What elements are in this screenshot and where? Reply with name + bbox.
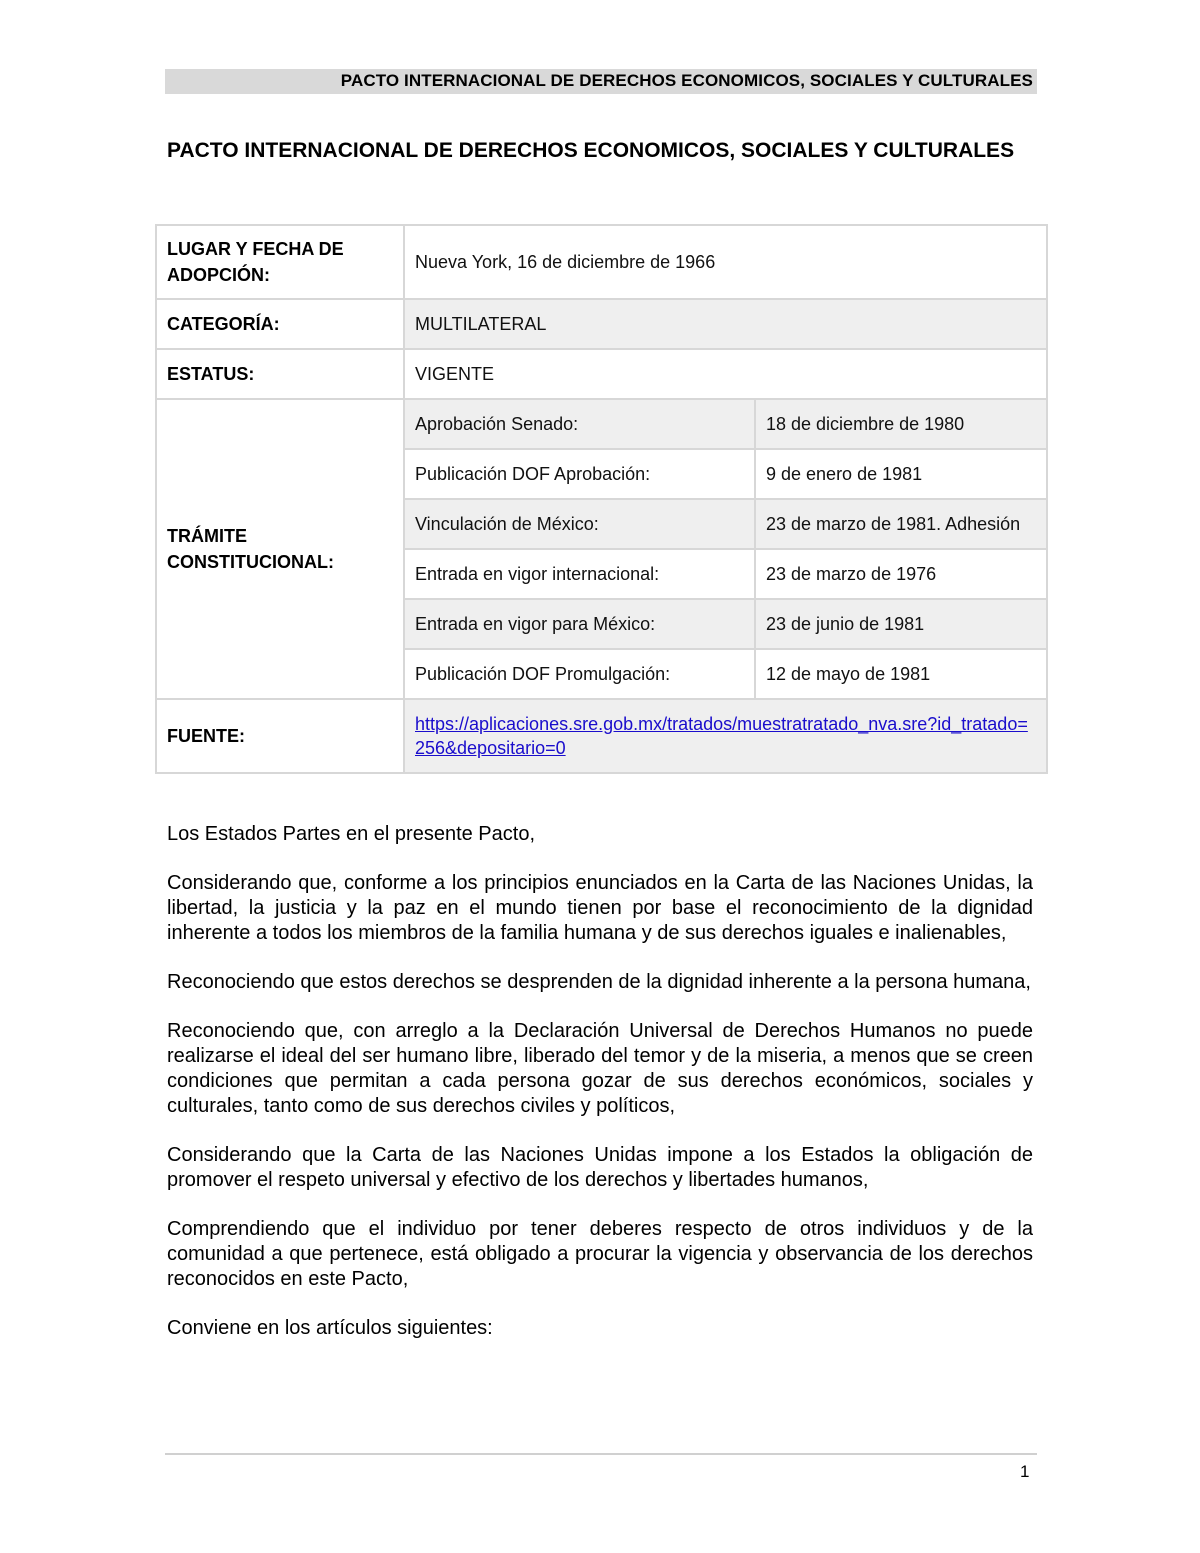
categoria-value: MULTILATERAL xyxy=(404,299,1047,349)
row-categoria xyxy=(156,299,1047,349)
document-title: PACTO INTERNACIONAL DE DERECHOS ECONOMICOS, SOCIALES Y CULTURALES xyxy=(167,139,1015,162)
tramite-row-value: 9 de enero de 1981 xyxy=(755,449,1047,499)
row-estatus xyxy=(156,349,1047,399)
tramite-row-label: Vinculación de México: xyxy=(404,499,755,549)
fuente-link[interactable]: https://aplicaciones.sre.gob.mx/tratados/muestratratado_nva.sre?id_tratado=256&depositario=0 xyxy=(415,714,1028,758)
estatus-value: VIGENTE xyxy=(404,349,1047,399)
tramite-label: TRÁMITE CONSTITUCIONAL: xyxy=(156,399,404,699)
tramite-row-value: 18 de diciembre de 1980 xyxy=(755,399,1047,449)
lugar-value: Nueva York, 16 de diciembre de 1966 xyxy=(404,225,1047,299)
tramite-row-value: 12 de mayo de 1981 xyxy=(755,649,1047,699)
running-header xyxy=(165,69,1037,94)
tramite-row xyxy=(156,399,1047,449)
paragraph: Los Estados Partes en el presente Pacto, xyxy=(167,823,535,845)
tramite-row-label: Aprobación Senado: xyxy=(404,399,755,449)
lugar-label: LUGAR Y FECHA DE ADOPCIÓN: xyxy=(156,225,404,299)
paragraph: Reconociendo que estos derechos se desprenden de la dignidad inherente a la persona humana, xyxy=(167,971,1031,993)
tramite-row-label: Publicación DOF Promulgación: xyxy=(404,649,755,699)
tramite-row-label: Entrada en vigor internacional: xyxy=(404,549,755,599)
paragraph: Reconociendo que, con arreglo a la Declaración Universal de Derechos Humanos no puede realizarse el ideal del ser humano libre, liberado del temor y de la miseria, a menos que se creen condiciones que permitan a cada persona gozar de sus derechos económicos, sociales y culturales, tanto como de sus derechos civiles y políticos, xyxy=(167,1020,1033,1117)
categoria-label: CATEGORÍA: xyxy=(156,299,404,349)
footer-divider xyxy=(165,1453,1037,1455)
preamble xyxy=(167,822,1033,1365)
page-number: 1 xyxy=(1020,1462,1030,1481)
paragraph: Considerando que, conforme a los principios enunciados en la Carta de las Naciones Unidas, la libertad, la justicia y la paz en el mundo tienen por base el reconocimiento de la dignidad inherente a todos los miembros de la familia humana y de sus derechos iguales e inalienables, xyxy=(167,872,1033,944)
tramite-row-value: 23 de junio de 1981 xyxy=(755,599,1047,649)
row-lugar xyxy=(156,225,1047,299)
fuente-cell xyxy=(404,699,1047,773)
paragraph: Conviene en los artículos siguientes: xyxy=(167,1317,493,1339)
paragraph: Considerando que la Carta de las Naciones Unidas impone a los Estados la obligación de promover el respeto universal y efectivo de los derechos y libertades humanos, xyxy=(167,1144,1033,1191)
estatus-label: ESTATUS: xyxy=(156,349,404,399)
tramite-row-value: 23 de marzo de 1981. Adhesión xyxy=(755,499,1047,549)
treaty-info-table xyxy=(155,224,1048,774)
tramite-row-label: Entrada en vigor para México: xyxy=(404,599,755,649)
tramite-row-label: Publicación DOF Aprobación: xyxy=(404,449,755,499)
row-fuente xyxy=(156,699,1047,773)
fuente-label: FUENTE: xyxy=(156,699,404,773)
running-header-title: PACTO INTERNACIONAL DE DERECHOS ECONOMICOS, SOCIALES Y CULTURALES xyxy=(340,71,1033,90)
tramite-row-value: 23 de marzo de 1976 xyxy=(755,549,1047,599)
paragraph: Comprendiendo que el individuo por tener deberes respecto de otros individuos y de la comunidad a que pertenece, está obligado a procurar la vigencia y observancia de los derechos reconocidos en este Pacto, xyxy=(167,1218,1033,1290)
